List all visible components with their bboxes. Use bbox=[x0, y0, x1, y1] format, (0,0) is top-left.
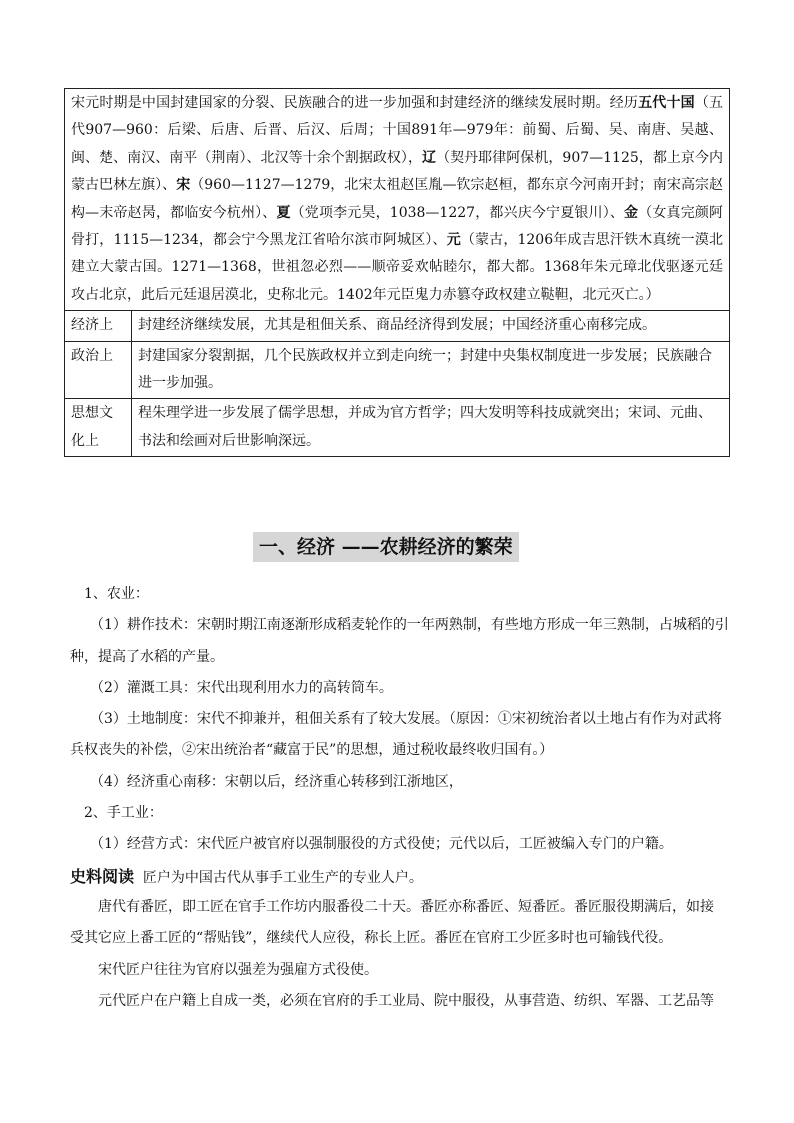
intro-text: （女真完颜阿骨打，1115—1234，都会宁今黑龙江省哈尔滨市阿城区）、 bbox=[71, 204, 724, 249]
paragraph-line: 唐代有番匠，即工匠在官手工作坊内服番役二十天。番匠亦称番匠、短番匠。番匠服役期满后，如接 bbox=[98, 898, 714, 915]
paragraph-line: （3）土地制度：宋代不抑兼并，租佃关系有了较大发展。（原因：①宋初统治者以土地占有作为对武将 bbox=[90, 711, 722, 728]
intro-text: 宋元时期是中国封建国家的分裂、民族融合的进一步加强和封建经济的继续发展时期。经历 bbox=[71, 95, 639, 111]
row-label-culture: 思想文化上 bbox=[65, 399, 132, 457]
table-row bbox=[65, 311, 730, 341]
paragraph-line: （4）经济重心南移：宋朝以后，经济重心转移到江浙地区， bbox=[90, 773, 463, 790]
row-text-politics: 封建国家分裂割据，几个民族政权并立到走向统一；封建中央集权制度进一步发展；民族融合进一步加强。 bbox=[132, 341, 730, 399]
agriculture-heading: 1、农业： bbox=[84, 586, 149, 602]
table-row bbox=[65, 89, 730, 311]
paragraph-line: 种，提高了水稻的产量。 bbox=[70, 648, 224, 665]
reading-line bbox=[70, 861, 732, 892]
reading-label: 史料阅读 bbox=[70, 866, 135, 886]
intro-text: （契丹耶律阿保机，907—1125，都上京今内蒙古巴林左旗）、 bbox=[71, 149, 723, 194]
handicraft-heading: 2、手工业： bbox=[84, 805, 163, 822]
row-label-politics: 政治上 bbox=[65, 341, 132, 399]
keyword-jin: 金 bbox=[624, 204, 639, 221]
section-title: 一、经济 ——农耕经济的繁荣 bbox=[253, 532, 519, 562]
keyword-yuan: 元 bbox=[446, 232, 461, 249]
keyword-song: 宋 bbox=[176, 177, 191, 194]
keyword-liao: 辽 bbox=[422, 149, 437, 166]
paragraph-line: （2）灌溉工具：宋代出现利用水力的高转筒车。 bbox=[90, 679, 393, 696]
row-label-economy: 经济上 bbox=[65, 311, 132, 341]
paragraph-line: 兵权丧失的补偿，②宋出统治者“藏富于民”的思想，通过税收最终收归国有。） bbox=[70, 742, 554, 759]
keyword-xia: 夏 bbox=[276, 204, 291, 221]
body-text bbox=[70, 579, 732, 1017]
paragraph-line: 受其它应上番工匠的“帮贴钱”，继续代人应役，称长上匠。番匠在官府工少匠多时也可输钱代役。 bbox=[70, 930, 673, 947]
row-text-culture: 程朱理学进一步发展了儒学思想，并成为官方哲学；四大发明等科技成就突出；宋词、元曲、书法和绘画对后世影响深远。 bbox=[132, 399, 730, 457]
intro-text: （党项李元昊，1038—1227，都兴庆今宁夏银川）、 bbox=[290, 204, 625, 221]
intro-text: （五代907—960：后梁、后唐、后晋、后汉、后周；十国891年—979年：前蜀、后蜀、吴、南唐、吴越、闽、楚、南汉、南平（荆南）、北汉等十余个割据政权）， bbox=[71, 95, 724, 166]
paragraph-line: （1）经营方式：宋代匠户被官府以强制服役的方式役使；元代以后，工匠被编入专门的户籍。 bbox=[90, 836, 673, 853]
paragraph-line: 元代匠户在户籍上自成一类，必须在官府的手工业局、院中服役，从事营造、纺织、军器、工艺品等 bbox=[98, 992, 714, 1009]
summary-table bbox=[64, 88, 730, 457]
table-row bbox=[65, 341, 730, 399]
reading-text: 匠户为中国古代从事手工业生产的专业人户。 bbox=[142, 869, 423, 886]
keyword-five-dynasties: 五代十国 bbox=[638, 95, 695, 111]
paragraph-line: （1）耕作技术：宋朝时期江南逐渐形成稻麦轮作的一年两熟制，有些地方形成一年三熟制，占城稻的引 bbox=[90, 617, 729, 634]
intro-cell bbox=[65, 89, 730, 311]
row-text-economy: 封建经济继续发展，尤其是租佃关系、商品经济得到发展；中国经济重心南移完成。 bbox=[132, 311, 730, 341]
intro-text: （960—1127—1279，北宋太祖赵匡胤—钦宗赵桓，都东京今河南开封；南宋高宗赵构—末帝赵昺，都临安今杭州）、 bbox=[71, 177, 724, 221]
table-row bbox=[65, 399, 730, 457]
paragraph-line: 宋代匠户往往为官府以强差为强雇方式役使。 bbox=[98, 961, 378, 978]
intro-text: （蒙古，1206年成吉思汗铁木真统一漠北建立大蒙古国。1271—1368，世祖忽必烈——顺帝妥欢帖睦尔，都大都。1368年朱元璋北伐驱逐元廷攻占北京，此后元廷退居漠北，史称北元。1402年元臣鬼力赤篡夺政权建立鞑靼，北元灭亡。） bbox=[71, 232, 723, 303]
